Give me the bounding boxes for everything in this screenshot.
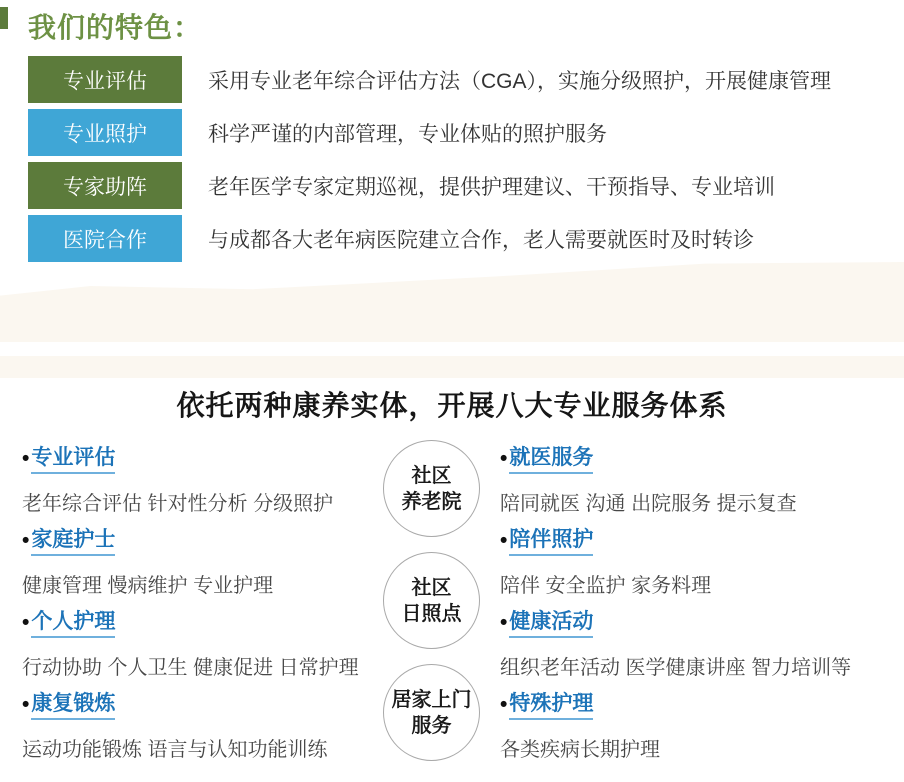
service-head <box>500 522 896 556</box>
service-link-home-nurse[interactable]: 家庭护士 <box>31 528 115 556</box>
services-title: 依托两种康养实体，开展八大专业服务体系 <box>176 390 728 421</box>
feature-tag-assessment: 专业评估 <box>28 56 182 103</box>
features-list <box>28 56 888 262</box>
feature-row-hospital <box>28 215 888 262</box>
bullet-icon: • <box>22 447 30 470</box>
service-block-special-nursing <box>500 686 896 768</box>
service-desc-home-nurse: 健康管理 慢病维护 专业护理 <box>22 575 274 597</box>
service-desc-health-activities: 组织老年活动 医学健康讲座 智力培训等 <box>500 657 852 679</box>
circle-community-nursing-home <box>383 440 480 537</box>
service-desc-special-nursing: 各类疾病长期护理 <box>500 739 660 761</box>
service-link-rehab[interactable]: 康复锻炼 <box>31 692 115 720</box>
entity-circles-column <box>383 440 480 776</box>
service-block-assessment <box>22 440 374 522</box>
circle-label: 社区 <box>411 464 452 487</box>
service-block-health-activities <box>500 604 896 686</box>
circle-label: 养老院 <box>401 490 462 513</box>
service-head <box>22 440 374 474</box>
service-desc-assessment: 老年综合评估 针对性分析 分级照护 <box>22 493 334 515</box>
corner-accent-mark <box>0 7 8 29</box>
service-block-rehab <box>22 686 374 768</box>
bullet-icon: • <box>500 529 508 552</box>
service-desc-personal-care: 行动协助 个人卫生 健康促进 日常护理 <box>22 657 359 679</box>
feature-tag-hospital: 医院合作 <box>28 215 182 262</box>
feature-desc-care: 科学严谨的内部管理，专业体贴的照护服务 <box>208 122 607 146</box>
service-link-medical-escort[interactable]: 就医服务 <box>509 446 593 474</box>
service-block-personal-care <box>22 604 374 686</box>
service-head <box>22 522 374 556</box>
circle-label: 社区 <box>411 576 452 599</box>
circle-label: 日照点 <box>401 602 462 625</box>
feature-desc-assessment: 采用专业老年综合评估方法（CGA），实施分级照护，开展健康管理 <box>208 69 832 93</box>
features-title: 我们的特色： <box>28 12 203 43</box>
bullet-icon: • <box>500 693 508 716</box>
service-block-companion-care <box>500 522 896 604</box>
service-link-health-activities[interactable]: 健康活动 <box>509 610 593 638</box>
bullet-icon: • <box>22 693 30 716</box>
services-right-column <box>500 440 896 768</box>
feature-desc-hospital: 与成都各大老年病医院建立合作，老人需要就医时及时转诊 <box>208 228 754 252</box>
bullet-icon: • <box>500 611 508 634</box>
bullet-icon: • <box>22 529 30 552</box>
service-link-assessment[interactable]: 专业评估 <box>31 446 115 474</box>
service-link-special-nursing[interactable]: 特殊护理 <box>509 692 593 720</box>
circle-community-daycare <box>383 552 480 649</box>
service-head <box>500 686 896 720</box>
service-desc-companion-care: 陪伴 安全监护 家务料理 <box>500 575 712 597</box>
decorative-wave-band <box>0 356 904 378</box>
service-block-home-nurse <box>22 522 374 604</box>
circle-label: 居家上门 <box>391 688 472 711</box>
service-block-medical-escort <box>500 440 896 522</box>
decorative-wave-band <box>0 262 904 342</box>
bullet-icon: • <box>22 611 30 634</box>
feature-desc-experts: 老年医学专家定期巡视，提供护理建议、干预指导、专业培训 <box>208 175 775 199</box>
service-desc-rehab: 运动功能锻炼 语言与认知功能训练 <box>22 739 328 761</box>
service-head <box>22 686 374 720</box>
feature-row-experts <box>28 162 888 209</box>
features-section <box>28 6 888 268</box>
feature-tag-care: 专业照护 <box>28 109 182 156</box>
feature-row-assessment <box>28 56 888 103</box>
circle-label: 服务 <box>411 714 452 737</box>
service-head <box>500 604 896 638</box>
service-link-personal-care[interactable]: 个人护理 <box>31 610 115 638</box>
feature-tag-experts: 专家助阵 <box>28 162 182 209</box>
bullet-icon: • <box>500 447 508 470</box>
service-desc-medical-escort: 陪同就医 沟通 出院服务 提示复查 <box>500 493 797 515</box>
feature-row-care <box>28 109 888 156</box>
service-head <box>22 604 374 638</box>
services-left-column <box>22 440 374 768</box>
service-head <box>500 440 896 474</box>
circle-home-visit-service <box>383 664 480 761</box>
service-link-companion-care[interactable]: 陪伴照护 <box>509 528 593 556</box>
